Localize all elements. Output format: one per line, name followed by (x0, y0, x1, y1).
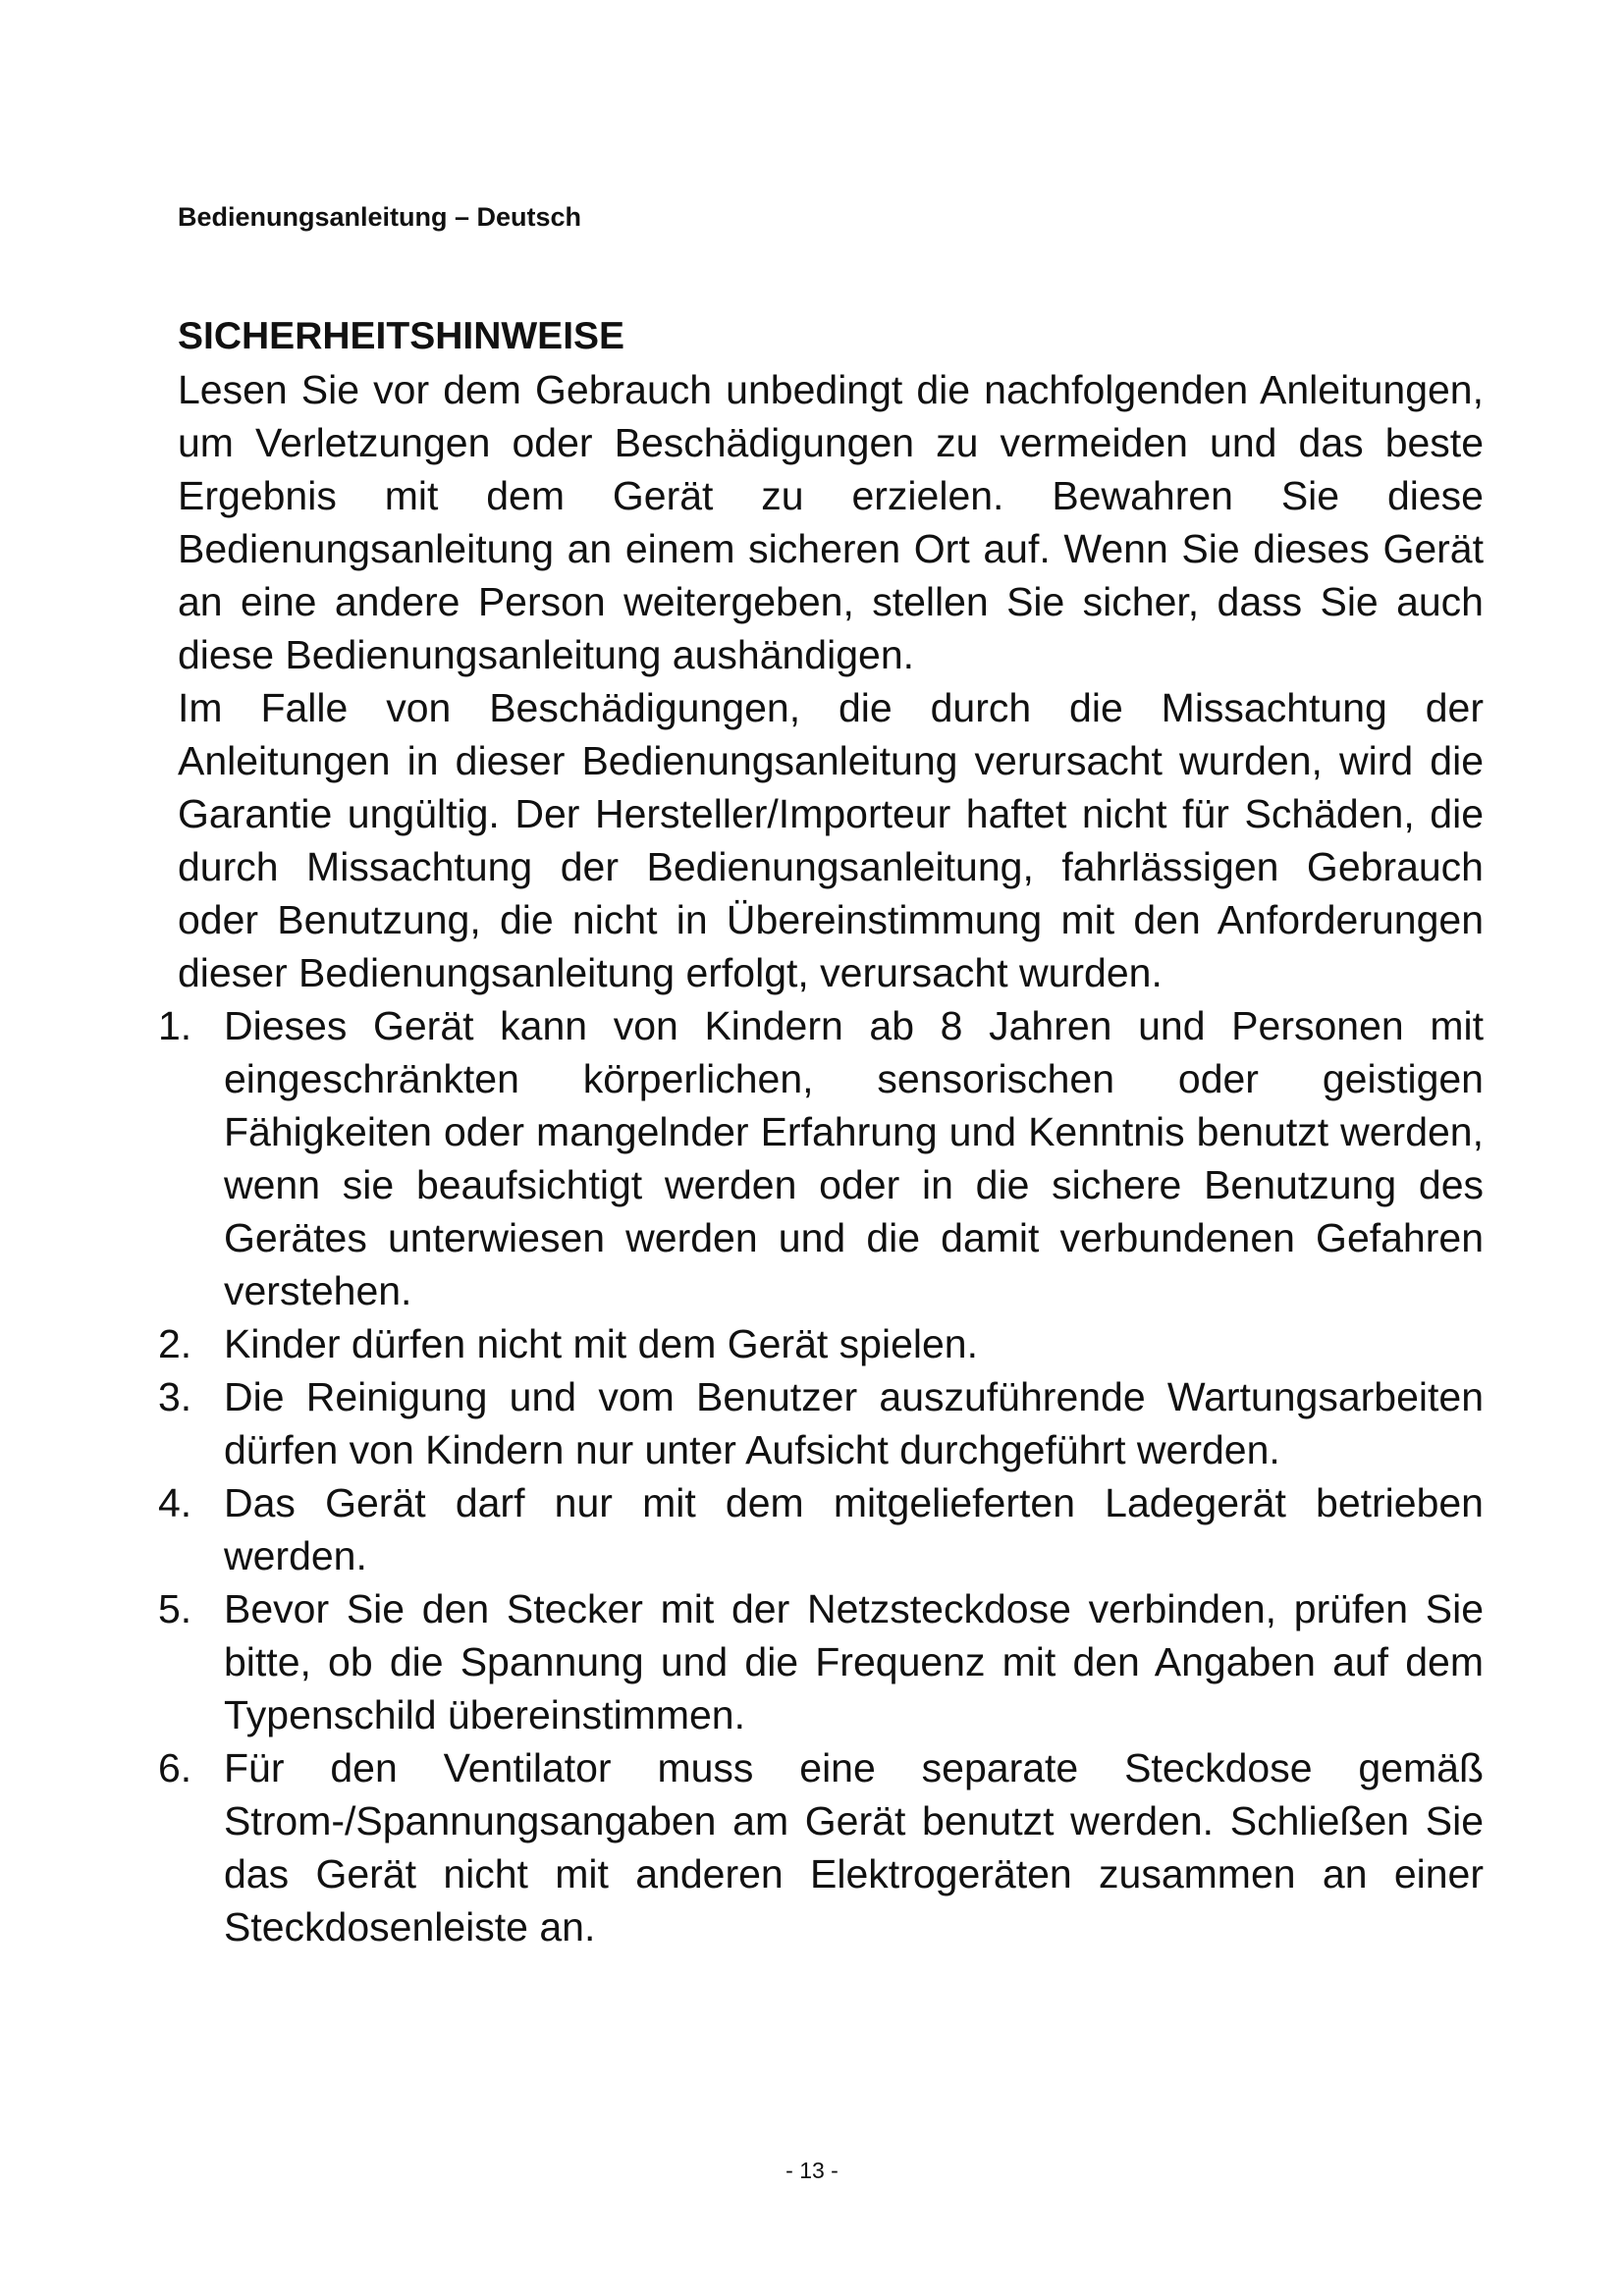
list-item (158, 999, 1484, 1317)
intro-paragraph: Lesen Sie vor dem Gebrauch unbedingt die nachfolgenden Anleitungen, um Verletzungen oder Beschädigungen zu vermeiden und das beste Ergebnis mit dem Gerät zu erzielen. Bewahren Sie diese Bedienungsanleitung an einem sicheren Ort auf. Wenn Sie dieses Gerät an eine andere Person weitergeben, stellen Sie sicher, dass Sie auch diese Bedienungsanleitung aushändigen. (178, 367, 1484, 677)
list-item-number: 5. (158, 1586, 192, 1631)
safety-list (158, 999, 1484, 1953)
list-item-text: Das Gerät darf nur mit dem mitgelieferten Ladegerät betrieben werden. (224, 1480, 1484, 1578)
list-item-text: Dieses Gerät kann von Kindern ab 8 Jahren und Personen mit eingeschränkten körperlichen, sensorischen oder geistigen Fähigkeiten oder mangelnder Erfahrung und Kenntnis benutzt werden, wenn sie beaufsichtigt werden oder in die sichere Benutzung des Gerätes unterwiesen werden und die damit verbundenen Gefahren verstehen. (224, 1003, 1484, 1313)
document-header: Bedienungsanleitung – Deutsch (178, 202, 582, 232)
list-item-text: Kinder dürfen nicht mit dem Gerät spielen. (224, 1321, 978, 1366)
list-item-text: Die Reinigung und vom Benutzer auszuführende Wartungsarbeiten dürfen von Kindern nur unter Aufsicht durchgeführt werden. (224, 1374, 1484, 1472)
list-item (158, 1476, 1484, 1582)
warranty-paragraph: Im Falle von Beschädigungen, die durch die Missachtung der Anleitungen in dieser Bedienungsanleitung verursacht wurden, wird die Garantie ungültig. Der Hersteller/Importeur haftet nicht für Schäden, die durch Missachtung der Bedienungsanleitung, fahrlässigen Gebrauch oder Benutzung, die nicht in Übereinstimmung mit den Anforderungen dieser Bedienungsanleitung erfolgt, verursacht wurden. (178, 685, 1484, 995)
section-title: SICHERHEITSHINWEISE (178, 315, 625, 357)
list-item-number: 1. (158, 1003, 192, 1048)
list-item-text: Bevor Sie den Stecker mit der Netzsteckdose verbinden, prüfen Sie bitte, ob die Spannung und die Frequenz mit den Angaben auf dem Typenschild übereinstimmen. (224, 1586, 1484, 1737)
safety-section (158, 312, 1484, 1953)
list-item (158, 1741, 1484, 1953)
list-item (158, 1317, 1484, 1370)
list-item-number: 4. (158, 1480, 192, 1525)
list-item (158, 1370, 1484, 1476)
list-item-number: 6. (158, 1745, 192, 1790)
list-item-number: 3. (158, 1374, 192, 1419)
page-number: - 13 - (785, 2158, 839, 2183)
list-item-number: 2. (158, 1321, 192, 1366)
list-item (158, 1582, 1484, 1741)
list-item-text: Für den Ventilator muss eine separate Steckdose gemäß Strom-/Spannungsangaben am Gerät benutzt werden. Schließen Sie das Gerät nicht mit anderen Elektrogeräten zusammen an einer Steckdosenleiste an. (224, 1745, 1484, 1949)
